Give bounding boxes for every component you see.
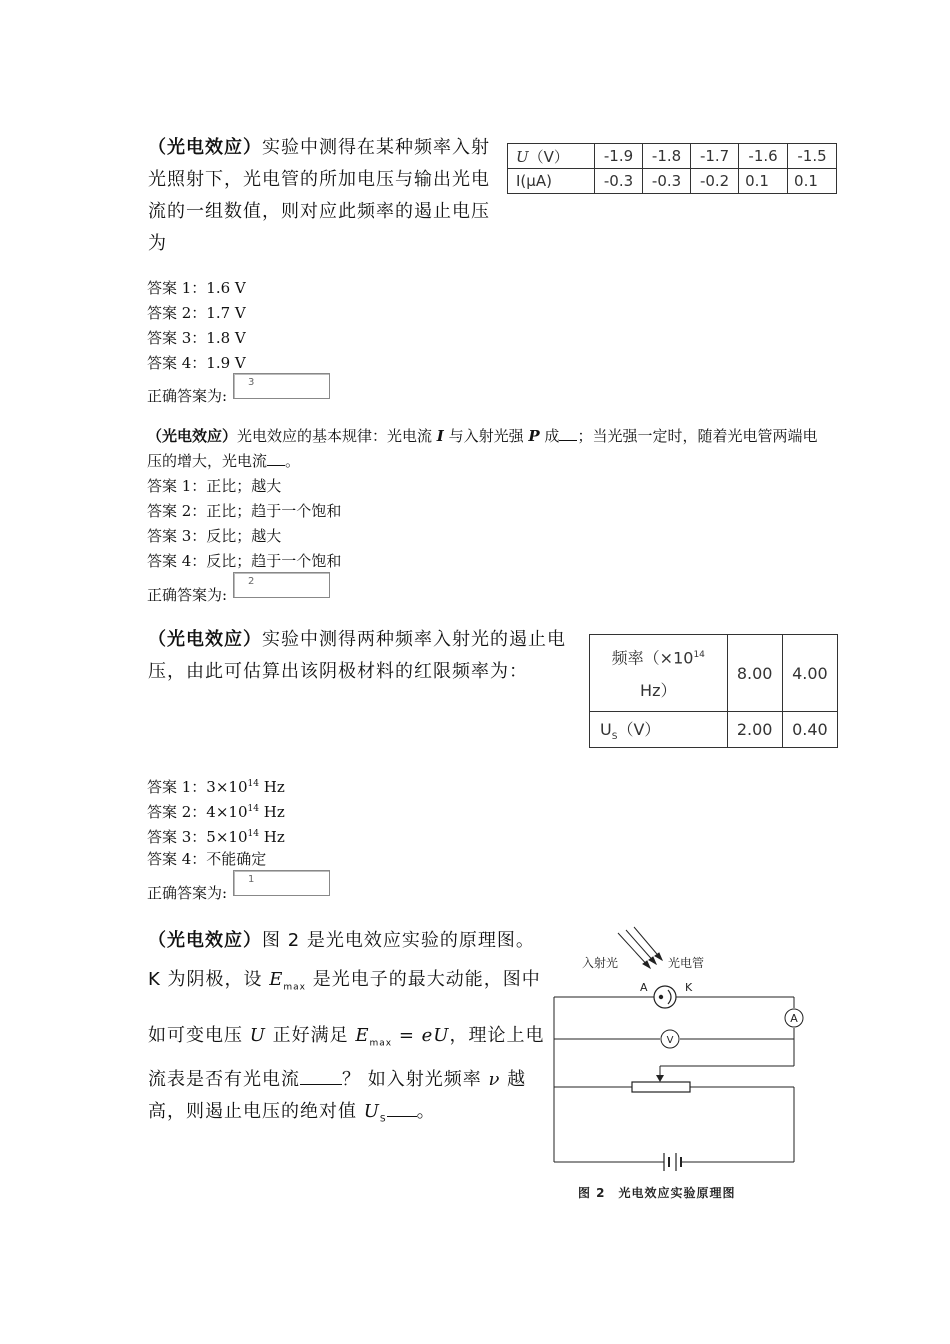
question-body: 与入射光强: [443, 427, 529, 445]
battery: [664, 1153, 681, 1171]
correct-answer-input[interactable]: 3: [233, 373, 330, 399]
question-body: 实验中测得两种频率入射光的遏止电压，由此可估算出该阴极材料的红限频率为：: [148, 629, 566, 682]
table-cell: 8.00: [727, 635, 782, 712]
answer-option: 答案 1：1.6 V: [147, 279, 246, 297]
table-cell: -1.9: [595, 144, 643, 169]
table-cell: -0.3: [643, 169, 691, 194]
frequency-voltage-table: [589, 634, 838, 748]
fill-blank: [300, 1084, 342, 1085]
var-nu: ν: [488, 1069, 501, 1091]
question-1-text: [148, 132, 498, 260]
question-body: 实验中测得在某种频率入射光照射下，光电管的所加电压与输出光电流的一组数值，则对应此频率的遏止电压为: [148, 137, 490, 254]
voltmeter-label: V: [666, 1035, 674, 1046]
question-body: ，理论上电: [449, 1024, 545, 1046]
table-cell: 4.00: [782, 635, 837, 712]
freq-exp: 14: [693, 650, 705, 661]
voltage-current-table: [507, 143, 837, 194]
var-u: U: [249, 1024, 266, 1046]
var-emax-sub: max: [283, 982, 306, 993]
var-i: I: [436, 427, 444, 445]
question-body: 。: [285, 452, 301, 470]
answer-option: 答案 4：反比；趋于一个饱和: [147, 552, 342, 570]
var-us-sub: S: [379, 1114, 387, 1125]
table-cell: 0.1: [739, 169, 788, 194]
phototube-label: 光电管: [668, 956, 705, 970]
fill-blank: [267, 465, 285, 466]
fill-blank: [559, 440, 577, 441]
table-cell: -1.7: [691, 144, 739, 169]
question-body: 越: [500, 1069, 527, 1091]
us-unit: （V）: [617, 719, 661, 739]
question-body: 是光电子的最大动能，图中: [306, 969, 541, 990]
question-body: 光电效应的基本规律：光电流: [237, 427, 437, 445]
cathode-label: K: [685, 981, 693, 994]
freq-label: 频率（×10: [611, 648, 694, 668]
table-cell: -1.6: [739, 144, 788, 169]
figure-caption: 图 2 光电效应实验原理图: [578, 1186, 736, 1200]
table-cell: 0.1: [788, 169, 837, 194]
question-tag: （光电效应）: [148, 629, 262, 650]
answer-option: 答案 2：正比；趋于一个饱和: [147, 502, 342, 520]
correct-answer-label: 正确答案为:: [147, 387, 228, 405]
question-body: 成: [539, 427, 560, 445]
var-emax: E: [355, 1024, 370, 1046]
table-cell: -0.2: [691, 169, 739, 194]
equation-rhs: = eU: [392, 1024, 450, 1046]
answer-option: 答案 1：正比；越大: [147, 477, 282, 495]
us-sub: S: [611, 732, 618, 743]
var-emax: E: [269, 969, 284, 990]
answer-option: 答案 1：$3\times 10^{14}$ Hz: [147, 778, 285, 796]
table-cell: -1.8: [643, 144, 691, 169]
answer-option: 答案 2：$4\times 10^{14}$ Hz: [147, 803, 285, 821]
cathode-arc: [668, 990, 671, 1004]
circuit-wires: [554, 997, 794, 1162]
row-label-us: [590, 712, 728, 748]
slider-arrow: [656, 1075, 664, 1082]
question-body: 正好满足: [265, 1024, 356, 1046]
question-2-text: [147, 424, 827, 474]
row-label-i: I(μA): [508, 169, 595, 194]
table-cell: -1.5: [788, 144, 837, 169]
question-body: 。: [416, 1101, 436, 1123]
table-cell: -0.3: [595, 169, 643, 194]
question-body: 流表是否有光电流: [148, 1069, 300, 1091]
ammeter-label: A: [790, 1012, 798, 1025]
var-emax-sub: max: [369, 1038, 393, 1049]
us-label: U: [600, 719, 612, 739]
question-4-text: [148, 926, 548, 1135]
question-body: 如可变电压: [148, 1024, 250, 1046]
anode-label: A: [640, 981, 648, 994]
incident-light-rays: [618, 927, 662, 968]
answer-option: 答案 4：不能确定: [147, 850, 267, 868]
fill-blank: [387, 1116, 417, 1117]
answer-option: 答案 3：反比；越大: [147, 527, 282, 545]
question-3-text: [148, 624, 578, 688]
answer-option: 答案 3：$5\times 10^{14}$ Hz: [147, 828, 285, 846]
var-us: U: [363, 1101, 380, 1123]
question-body: K 为阴极，设: [148, 969, 270, 990]
table-cell: 2.00: [727, 712, 782, 748]
var-p: P: [528, 427, 540, 445]
row-label-frequency: [590, 635, 728, 712]
question-tag: （光电效应）: [147, 427, 238, 445]
circuit-diagram: [540, 920, 820, 1180]
freq-unit: Hz）: [640, 680, 677, 700]
rheostat: [632, 1082, 690, 1092]
question-tag: （光电效应）: [148, 137, 262, 158]
correct-answer-label: 正确答案为:: [147, 586, 228, 604]
answer-option: 答案 2：1.7 V: [147, 304, 246, 322]
question-body: ；当光强一定时，随着光电管两端电压的增大，光电流: [147, 427, 818, 470]
question-body: 高，则遏止电压的绝对值: [148, 1101, 364, 1123]
correct-answer-input[interactable]: 1: [233, 870, 330, 896]
question-body: ？ 如入射光频率: [342, 1069, 489, 1091]
table-cell: 0.40: [782, 712, 837, 748]
answer-option: 答案 3：1.8 V: [147, 329, 246, 347]
question-body: 图 2 是光电效应实验的原理图。: [262, 930, 535, 951]
phototube: [654, 986, 676, 1008]
answer-option: 答案 4：1.9 V: [147, 354, 246, 372]
correct-answer-label: 正确答案为:: [147, 884, 228, 902]
anode-dot: [659, 995, 663, 999]
question-tag: （光电效应）: [148, 930, 262, 951]
incident-light-label: 入射光: [582, 956, 619, 970]
row-label-u: U（V）: [508, 144, 595, 169]
correct-answer-input[interactable]: 2: [233, 572, 330, 598]
